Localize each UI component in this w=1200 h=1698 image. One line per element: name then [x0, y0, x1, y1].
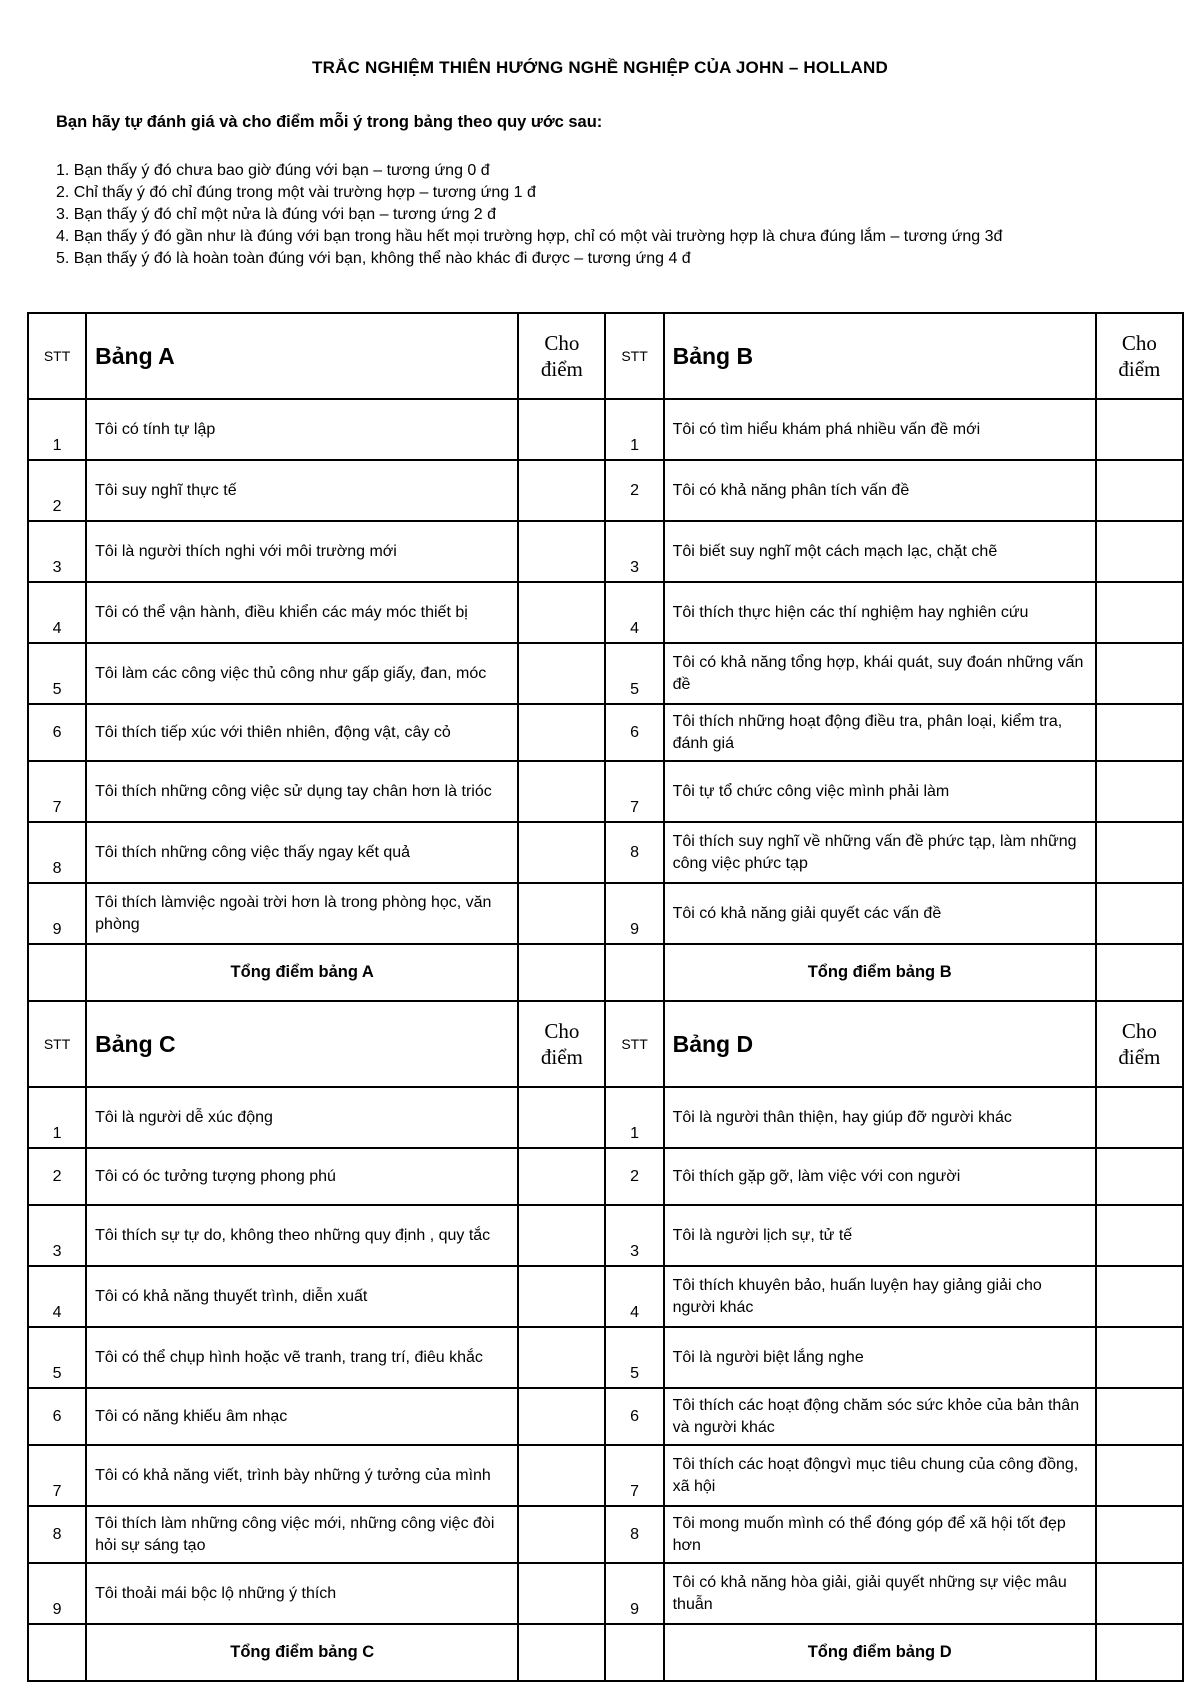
statement-text: Tôi là người dễ xúc động	[86, 1087, 518, 1148]
statement-text: Tôi thích khuyên bảo, huấn luyện hay giảng giải cho người khác	[664, 1266, 1096, 1327]
item-number	[28, 1445, 86, 1506]
item-number	[605, 1327, 663, 1388]
statement-text: Tôi thích sự tự do, không theo những quy định , quy tắc	[86, 1205, 518, 1266]
table-row	[28, 1087, 1183, 1148]
score-cell[interactable]	[1096, 1563, 1183, 1624]
table-row	[28, 1266, 1183, 1327]
score-cell[interactable]	[518, 1205, 605, 1266]
item-number	[28, 399, 86, 460]
item-number-text: 3	[630, 1243, 639, 1260]
statement-text: Tôi biết suy nghĩ một cách mạch lạc, chặt chẽ	[664, 521, 1096, 582]
score-cell[interactable]	[1096, 704, 1183, 761]
item-number	[28, 1266, 86, 1327]
scoring-rule: 4. Bạn thấy ý đó gần như là đúng với bạn trong hầu hết mọi trường hợp, chỉ có một vài trường hợp là chưa đúng lắm – tương ứng 3đ	[56, 228, 1003, 245]
score-cell[interactable]	[518, 1388, 605, 1445]
table-row	[28, 1148, 1183, 1205]
item-number-text: 8	[630, 843, 639, 861]
score-cell[interactable]	[518, 1445, 605, 1506]
score-cell[interactable]	[1096, 1205, 1183, 1266]
item-number-text: 3	[52, 559, 62, 576]
item-number-text: 7	[630, 799, 639, 816]
scoring-rule: 2. Chỉ thấy ý đó chỉ đúng trong một vài trường hợp – tương ứng 1 đ	[56, 184, 536, 201]
statement-text: Tôi tự tổ chức công việc mình phải làm	[664, 761, 1096, 822]
score-cell[interactable]	[518, 521, 605, 582]
page-title: TRẮC NGHIỆM THIÊN HƯỚNG NGHỀ NGHIỆP CỦA JOHN – HOLLAND	[312, 58, 888, 77]
item-number-text: 5	[52, 681, 62, 698]
statement-text: Tôi thích suy nghĩ về những vấn đề phức tạp, làm những công việc phức tạp	[664, 822, 1096, 883]
total-label-d: Tổng điểm bảng D	[664, 1624, 1096, 1681]
item-number-text: 1	[52, 437, 62, 454]
item-number-text: 8	[630, 1525, 639, 1543]
score-cell[interactable]	[518, 883, 605, 944]
score-cell[interactable]	[1096, 1266, 1183, 1327]
score-cell[interactable]	[518, 399, 605, 460]
item-number	[605, 1388, 663, 1445]
table-row	[28, 761, 1183, 822]
total-label-b: Tổng điểm bảng B	[664, 944, 1096, 1001]
points-header: Cho điểm	[518, 313, 605, 399]
item-number	[605, 1266, 663, 1327]
table-row	[28, 704, 1183, 761]
statement-text: Tôi thích tiếp xúc với thiên nhiên, động vật, cây cỏ	[86, 704, 518, 761]
statement-text: Tôi có thể vận hành, điều khiển các máy móc thiết bị	[86, 582, 518, 643]
item-number	[605, 1148, 663, 1205]
table-b-title: Bảng B	[664, 313, 1096, 399]
item-number-text: 5	[630, 1365, 639, 1382]
score-cell[interactable]	[1096, 460, 1183, 521]
statement-text: Tôi là người lịch sự, tử tế	[664, 1205, 1096, 1266]
statement-text: Tôi thích các hoạt động chăm sóc sức khỏe của bản thân và người khác	[664, 1388, 1096, 1445]
statement-text: Tôi có khả năng thuyết trình, diễn xuất	[86, 1266, 518, 1327]
total-row	[28, 1624, 1183, 1681]
statement-text: Tôi thích các hoạt độngvì mục tiêu chung của công đồng, xã hội	[664, 1445, 1096, 1506]
statement-text: Tôi thích thực hiện các thí nghiệm hay nghiên cứu	[664, 582, 1096, 643]
item-number-text: 4	[630, 620, 639, 637]
stt-header: STT	[28, 1001, 86, 1087]
item-number	[605, 1563, 663, 1624]
scoring-rules-list	[56, 160, 1146, 270]
item-number-text: 6	[630, 1407, 639, 1425]
score-cell[interactable]	[518, 1506, 605, 1563]
statement-text: Tôi thích làm những công việc mới, những công việc đòi hỏi sự sáng tạo	[86, 1506, 518, 1563]
empty-cell	[605, 1624, 663, 1681]
item-number	[605, 704, 663, 761]
header-row	[28, 1001, 1183, 1087]
statement-text: Tôi có khả năng giải quyết các vấn đề	[664, 883, 1096, 944]
item-number	[28, 582, 86, 643]
item-number-text: 4	[52, 1304, 62, 1321]
item-number	[605, 1087, 663, 1148]
score-cell[interactable]	[518, 643, 605, 704]
score-cell[interactable]	[1096, 761, 1183, 822]
score-cell[interactable]	[1096, 1388, 1183, 1445]
item-number-text: 8	[52, 860, 62, 877]
item-number	[28, 1563, 86, 1624]
score-cell[interactable]	[1096, 399, 1183, 460]
item-number	[28, 1148, 86, 1205]
item-number-text: 7	[52, 799, 62, 816]
instructions-heading: Bạn hãy tự đánh giá và cho điểm mỗi ý trong bảng theo quy ước sau:	[56, 113, 603, 131]
table-d-title: Bảng D	[664, 1001, 1096, 1087]
score-cell[interactable]	[518, 1563, 605, 1624]
statement-text: Tôi có khả năng hòa giải, giải quyết những sự việc mâu thuẫn	[664, 1563, 1096, 1624]
item-number-text: 6	[630, 723, 639, 741]
score-cell[interactable]	[518, 1087, 605, 1148]
score-cell[interactable]	[518, 582, 605, 643]
table-row	[28, 1327, 1183, 1388]
item-number	[28, 822, 86, 883]
item-number-text: 9	[630, 1601, 639, 1618]
item-number	[605, 582, 663, 643]
score-cell[interactable]	[1096, 1327, 1183, 1388]
score-cell[interactable]	[1096, 1148, 1183, 1205]
total-score-cell[interactable]	[518, 944, 605, 1001]
item-number-text: 2	[52, 1167, 62, 1185]
item-number	[605, 761, 663, 822]
statement-text: Tôi có khả năng tổng hợp, khái quát, suy đoán những vấn đề	[664, 643, 1096, 704]
score-cell[interactable]	[518, 1327, 605, 1388]
scoring-rule: 3. Bạn thấy ý đó chỉ một nửa là đúng với bạn – tương ứng 2 đ	[56, 206, 497, 223]
statement-text: Tôi suy nghĩ thực tế	[86, 460, 518, 521]
stt-header: STT	[605, 313, 663, 399]
item-number-text: 3	[52, 1243, 62, 1260]
item-number	[28, 1205, 86, 1266]
table-row	[28, 399, 1183, 460]
table-row	[28, 883, 1183, 944]
item-number	[28, 521, 86, 582]
item-number	[605, 643, 663, 704]
score-cell[interactable]	[518, 1148, 605, 1205]
stt-header: STT	[605, 1001, 663, 1087]
item-number-text: 9	[630, 921, 639, 938]
empty-cell	[28, 944, 86, 1001]
item-number-text: 4	[52, 620, 62, 637]
item-number-text: 2	[630, 481, 639, 499]
item-number-text: 1	[52, 1125, 62, 1142]
item-number-text: 7	[52, 1483, 62, 1500]
statement-text: Tôi có khả năng phân tích vấn đề	[664, 460, 1096, 521]
item-number	[28, 643, 86, 704]
scoring-rule: 5. Bạn thấy ý đó là hoàn toàn đúng với bạn, không thể nào khác đi được – tương ứng 4 đ	[56, 250, 691, 267]
item-number-text: 9	[52, 1601, 62, 1618]
statement-text: Tôi thích những công việc sử dụng tay chân hơn là trióc	[86, 761, 518, 822]
item-number-text: 1	[630, 437, 639, 454]
item-number	[605, 1205, 663, 1266]
statement-text: Tôi thích những công việc thấy ngay kết quả	[86, 822, 518, 883]
score-cell[interactable]	[1096, 1445, 1183, 1506]
table-row	[28, 1205, 1183, 1266]
table-row	[28, 582, 1183, 643]
score-cell[interactable]	[518, 761, 605, 822]
points-header: Cho điểm	[518, 1001, 605, 1087]
item-number-text: 8	[52, 1525, 62, 1543]
item-number-text: 9	[52, 921, 62, 938]
item-number-text: 3	[630, 559, 639, 576]
item-number	[28, 1388, 86, 1445]
score-cell[interactable]	[518, 822, 605, 883]
table-row	[28, 521, 1183, 582]
scoring-rule: 1. Bạn thấy ý đó chưa bao giờ đúng với bạn – tương ứng 0 đ	[56, 162, 490, 179]
table-row	[28, 460, 1183, 521]
item-number	[605, 883, 663, 944]
statement-text: Tôi thích gặp gỡ, làm việc với con người	[664, 1148, 1096, 1205]
item-number	[605, 521, 663, 582]
statement-text: Tôi thích làmviệc ngoài trời hơn là trong phòng học, văn phòng	[86, 883, 518, 944]
item-number-text: 4	[630, 1304, 639, 1321]
table-row	[28, 1388, 1183, 1445]
item-number-text: 1	[630, 1125, 639, 1142]
empty-cell	[605, 944, 663, 1001]
item-number-text: 6	[52, 723, 62, 741]
score-cell[interactable]	[1096, 582, 1183, 643]
score-cell[interactable]	[1096, 643, 1183, 704]
statement-text: Tôi là người thích nghi với môi trường mới	[86, 521, 518, 582]
total-score-cell[interactable]	[518, 1624, 605, 1681]
statement-text: Tôi mong muốn mình có thể đóng góp để xã hội tốt đẹp hơn	[664, 1506, 1096, 1563]
item-number-text: 2	[630, 1167, 639, 1185]
statement-text: Tôi có năng khiếu âm nhạc	[86, 1388, 518, 1445]
item-number	[28, 704, 86, 761]
item-number	[605, 1445, 663, 1506]
total-row	[28, 944, 1183, 1001]
score-cell[interactable]	[1096, 521, 1183, 582]
score-cell[interactable]	[518, 704, 605, 761]
table-row	[28, 1563, 1183, 1624]
table-c-title: Bảng C	[86, 1001, 518, 1087]
statement-text: Tôi làm các công việc thủ công như gấp giấy, đan, móc	[86, 643, 518, 704]
item-number	[28, 1327, 86, 1388]
total-label-a: Tổng điểm bảng A	[86, 944, 518, 1001]
points-header: Cho điểm	[1096, 313, 1183, 399]
statement-text: Tôi có tính tự lập	[86, 399, 518, 460]
item-number	[605, 399, 663, 460]
item-number	[28, 1506, 86, 1563]
item-number	[28, 460, 86, 521]
table-row	[28, 822, 1183, 883]
stt-header: STT	[28, 313, 86, 399]
table-row	[28, 1506, 1183, 1563]
item-number	[605, 460, 663, 521]
item-number	[28, 883, 86, 944]
empty-cell	[28, 1624, 86, 1681]
assessment-table	[27, 312, 1184, 1682]
total-score-cell[interactable]	[1096, 1624, 1183, 1681]
table-row	[28, 643, 1183, 704]
item-number-text: 5	[52, 1365, 62, 1382]
item-number	[605, 1506, 663, 1563]
score-cell[interactable]	[1096, 822, 1183, 883]
table-a-title: Bảng A	[86, 313, 518, 399]
score-cell[interactable]	[1096, 883, 1183, 944]
header-row	[28, 313, 1183, 399]
total-score-cell[interactable]	[1096, 944, 1183, 1001]
item-number-text: 7	[630, 1483, 639, 1500]
statement-text: Tôi là người biệt lắng nghe	[664, 1327, 1096, 1388]
item-number-text: 6	[52, 1407, 62, 1425]
points-header: Cho điểm	[1096, 1001, 1183, 1087]
statement-text: Tôi có thể chụp hình hoặc vẽ tranh, trang trí, điêu khắc	[86, 1327, 518, 1388]
score-cell[interactable]	[518, 460, 605, 521]
score-cell[interactable]	[1096, 1506, 1183, 1563]
item-number-text: 2	[52, 498, 62, 515]
statement-text: Tôi có óc tưởng tượng phong phú	[86, 1148, 518, 1205]
item-number	[605, 822, 663, 883]
statement-text: Tôi có khả năng viết, trình bày những ý tưởng của mình	[86, 1445, 518, 1506]
item-number-text: 5	[630, 681, 639, 698]
item-number	[28, 1087, 86, 1148]
statement-text: Tôi thích những hoạt động điều tra, phân loại, kiểm tra, đánh giá	[664, 704, 1096, 761]
item-number	[28, 761, 86, 822]
statement-text: Tôi là người thân thiện, hay giúp đỡ người khác	[664, 1087, 1096, 1148]
score-cell[interactable]	[518, 1266, 605, 1327]
score-cell[interactable]	[1096, 1087, 1183, 1148]
statement-text: Tôi thoải mái bộc lộ những ý thích	[86, 1563, 518, 1624]
statement-text: Tôi có tìm hiểu khám phá nhiều vấn đề mới	[664, 399, 1096, 460]
total-label-c: Tổng điểm bảng C	[86, 1624, 518, 1681]
table-row	[28, 1445, 1183, 1506]
